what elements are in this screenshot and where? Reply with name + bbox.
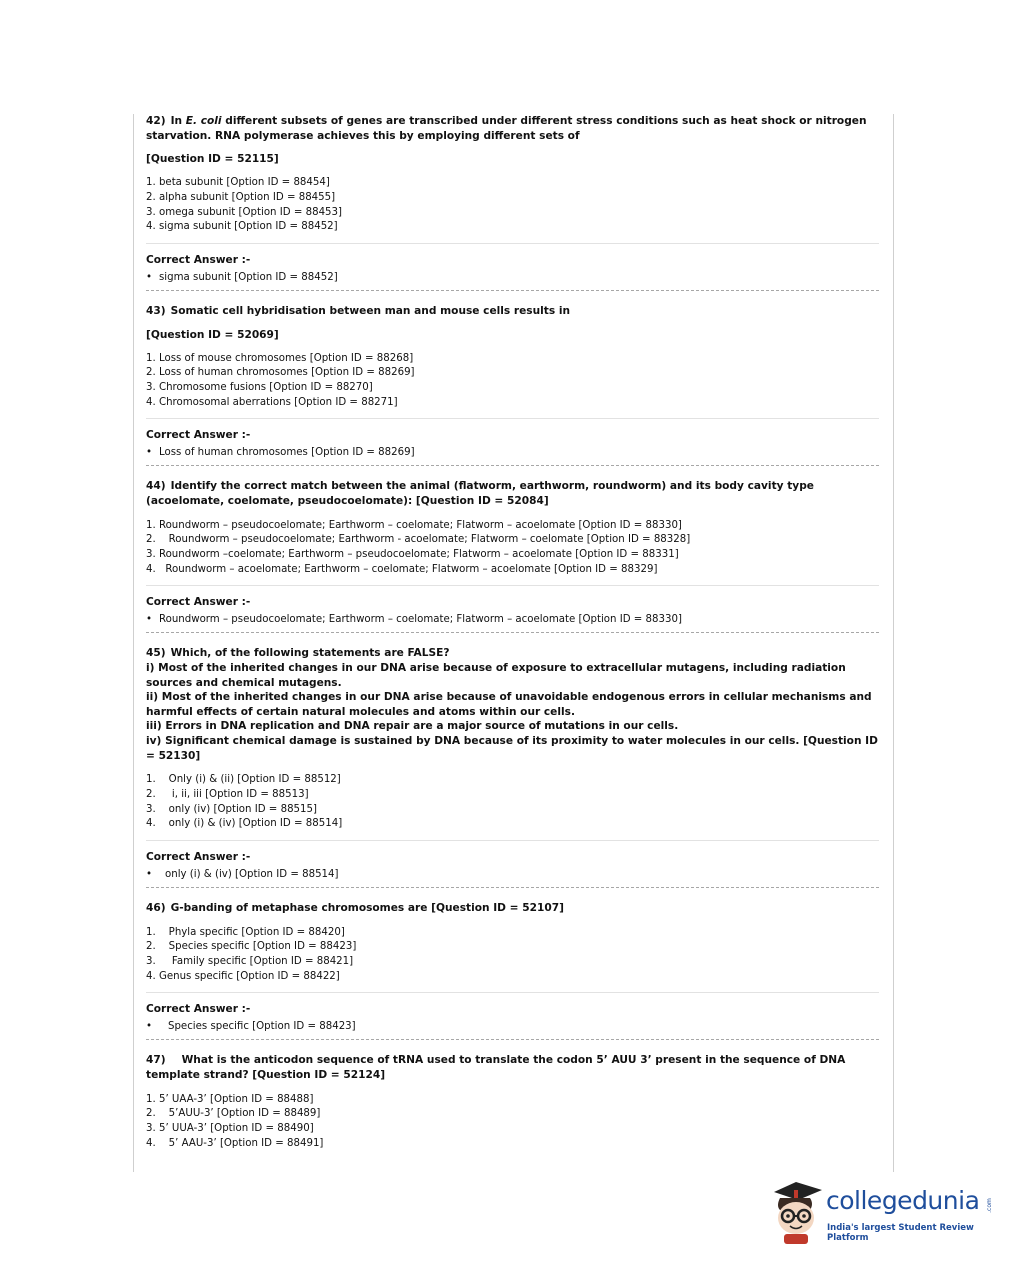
correct-answer-title: Correct Answer :-: [146, 1003, 251, 1016]
mascot-icon: [766, 1176, 826, 1248]
options-list: [146, 1093, 879, 1152]
option: 1. Phyla specific [Option ID = 88420]: [146, 926, 345, 938]
bullet-icon: •: [146, 447, 153, 459]
correct-answer-title: Correct Answer :-: [146, 850, 251, 863]
question-text: 42) In E. coli different subsets of genes are transcribed under different stress conditions such as heat shock or nitrogen starvation. RNA polymerase achieves this by employing different sets of: [146, 115, 867, 142]
option: 4. 5’ AAU-3’ [Option ID = 88491]: [146, 1137, 324, 1149]
option: 3. 5’ UUA-3’ [Option ID = 88490]: [146, 1122, 314, 1134]
option: 4. Chromosomal aberrations [Option ID = 88271]: [146, 396, 398, 408]
correct-answer: • Species specific [Option ID = 88423]: [146, 1021, 356, 1033]
options-list: [146, 519, 879, 578]
question-text: 47) What is the anticodon sequence of tRNA used to translate the codon 5’ AUU 3’ present in the sequence of DNA template strand? [Question ID = 52124]: [146, 1054, 846, 1081]
question-42: [134, 114, 893, 291]
correct-answer: • Loss of human chromosomes [Option ID = 88269]: [146, 447, 415, 459]
option: 1. Roundworm – pseudocoelomate; Earthworm – coelomate; Flatworm – acoelomate [Option ID = 88330]: [146, 519, 682, 531]
options-list: [146, 176, 879, 235]
option: 1. beta subunit [Option ID = 88454]: [146, 177, 330, 189]
correct-answer-title: Correct Answer :-: [146, 254, 251, 266]
collegedunia-logo: [766, 1176, 996, 1248]
question-id: [Question ID = 52115]: [146, 153, 279, 166]
bullet-icon: •: [146, 272, 153, 283]
statement: iv) Significant chemical damage is sustained by DNA because of its proximity to water molecules in our cells. [Question ID = 52130]: [146, 734, 878, 762]
question-45: [134, 633, 893, 888]
question-text: 45) Which, of the following statements are FALSE?: [146, 647, 450, 660]
option: 3. omega subunit [Option ID = 88453]: [146, 206, 342, 218]
bullet-icon: •: [146, 1021, 153, 1033]
option: 3. Family specific [Option ID = 88421]: [146, 955, 354, 967]
question-paper-frame: [133, 114, 894, 1172]
question-47: [134, 1040, 893, 1151]
logo-wordmark: collegedunia: [826, 1186, 980, 1215]
option: 2. Loss of human chromosomes [Option ID = 88269]: [146, 367, 415, 379]
question-44: [134, 466, 893, 633]
option: 3. only (iv) [Option ID = 88515]: [146, 803, 317, 815]
question-text: 43) Somatic cell hybridisation between man and mouse cells results in: [146, 305, 571, 317]
option: 2. Species specific [Option ID = 88423]: [146, 941, 357, 953]
correct-answer: • Roundworm – pseudocoelomate; Earthworm – coelomate; Flatworm – acoelomate [Option ID = 88330]: [146, 614, 682, 626]
correct-answer-box: [146, 840, 879, 882]
option: 1. 5’ UAA-3’ [Option ID = 88488]: [146, 1093, 314, 1105]
option: 2. i, ii, iii [Option ID = 88513]: [146, 788, 309, 800]
correct-answer-box: [146, 243, 879, 285]
option: 1. Only (i) & (ii) [Option ID = 88512]: [146, 774, 341, 786]
option: 3. Roundworm –coelomate; Earthworm – pseudocoelomate; Flatworm – acoelomate [Option ID = 88331]: [146, 549, 679, 560]
statement: ii) Most of the inherited changes in our DNA arise because of unavoidable endogenous errors in cellular mechanisms and harmful effects of certain natural molecules and atoms within our cells.: [146, 691, 872, 718]
options-list: [146, 773, 879, 832]
logo-tagline: India's largest Student Review Platform: [827, 1223, 974, 1243]
option: 2. Roundworm – pseudocoelomate; Earthworm - acoelomate; Flatworm – coelomate [Option ID = 88328]: [146, 534, 691, 546]
option: 4. Roundworm – acoelomate; Earthworm – coelomate; Flatworm – acoelomate [Option ID = 88329]: [146, 563, 658, 575]
correct-answer-title: Correct Answer :-: [146, 596, 251, 609]
logo-suffix: .com: [985, 1198, 993, 1213]
statement: iii) Errors in DNA replication and DNA repair are a major source of mutations in our cells.: [146, 720, 679, 733]
bullet-icon: •: [146, 614, 153, 626]
option: 4. only (i) & (iv) [Option ID = 88514]: [146, 818, 343, 830]
option: 4. sigma subunit [Option ID = 88452]: [146, 221, 338, 233]
question-id: [Question ID = 52069]: [146, 328, 279, 341]
question-text: 44) Identify the correct match between the animal (flatworm, earthworm, roundworm) and its body cavity type (acoelomate, coelomate, pseudocoelomate): [Question ID = 52084]: [146, 480, 814, 507]
correct-answer-title: Correct Answer :-: [146, 429, 251, 442]
correct-answer-box: [146, 418, 879, 460]
statement: i) Most of the inherited changes in our DNA arise because of exposure to extracellular mutagens, including radiation sources and chemical mutagens.: [146, 662, 846, 689]
option: 3. Chromosome fusions [Option ID = 88270]: [146, 382, 373, 393]
option: 2. 5’AUU-3’ [Option ID = 88489]: [146, 1108, 321, 1120]
correct-answer: • sigma subunit [Option ID = 88452]: [146, 272, 338, 283]
correct-answer: • only (i) & (iv) [Option ID = 88514]: [146, 868, 339, 880]
options-list: [146, 926, 879, 985]
option: 2. alpha subunit [Option ID = 88455]: [146, 191, 336, 203]
question-43: [134, 291, 893, 466]
correct-answer-box: [146, 585, 879, 627]
question-46: [134, 888, 893, 1040]
option: 4. Genus specific [Option ID = 88422]: [146, 970, 340, 982]
option: 1. Loss of mouse chromosomes [Option ID = 88268]: [146, 352, 414, 364]
question-text: 46) G-banding of metaphase chromosomes are [Question ID = 52107]: [146, 901, 564, 914]
bullet-icon: •: [146, 868, 153, 880]
options-list: [146, 352, 879, 411]
correct-answer-box: [146, 992, 879, 1034]
